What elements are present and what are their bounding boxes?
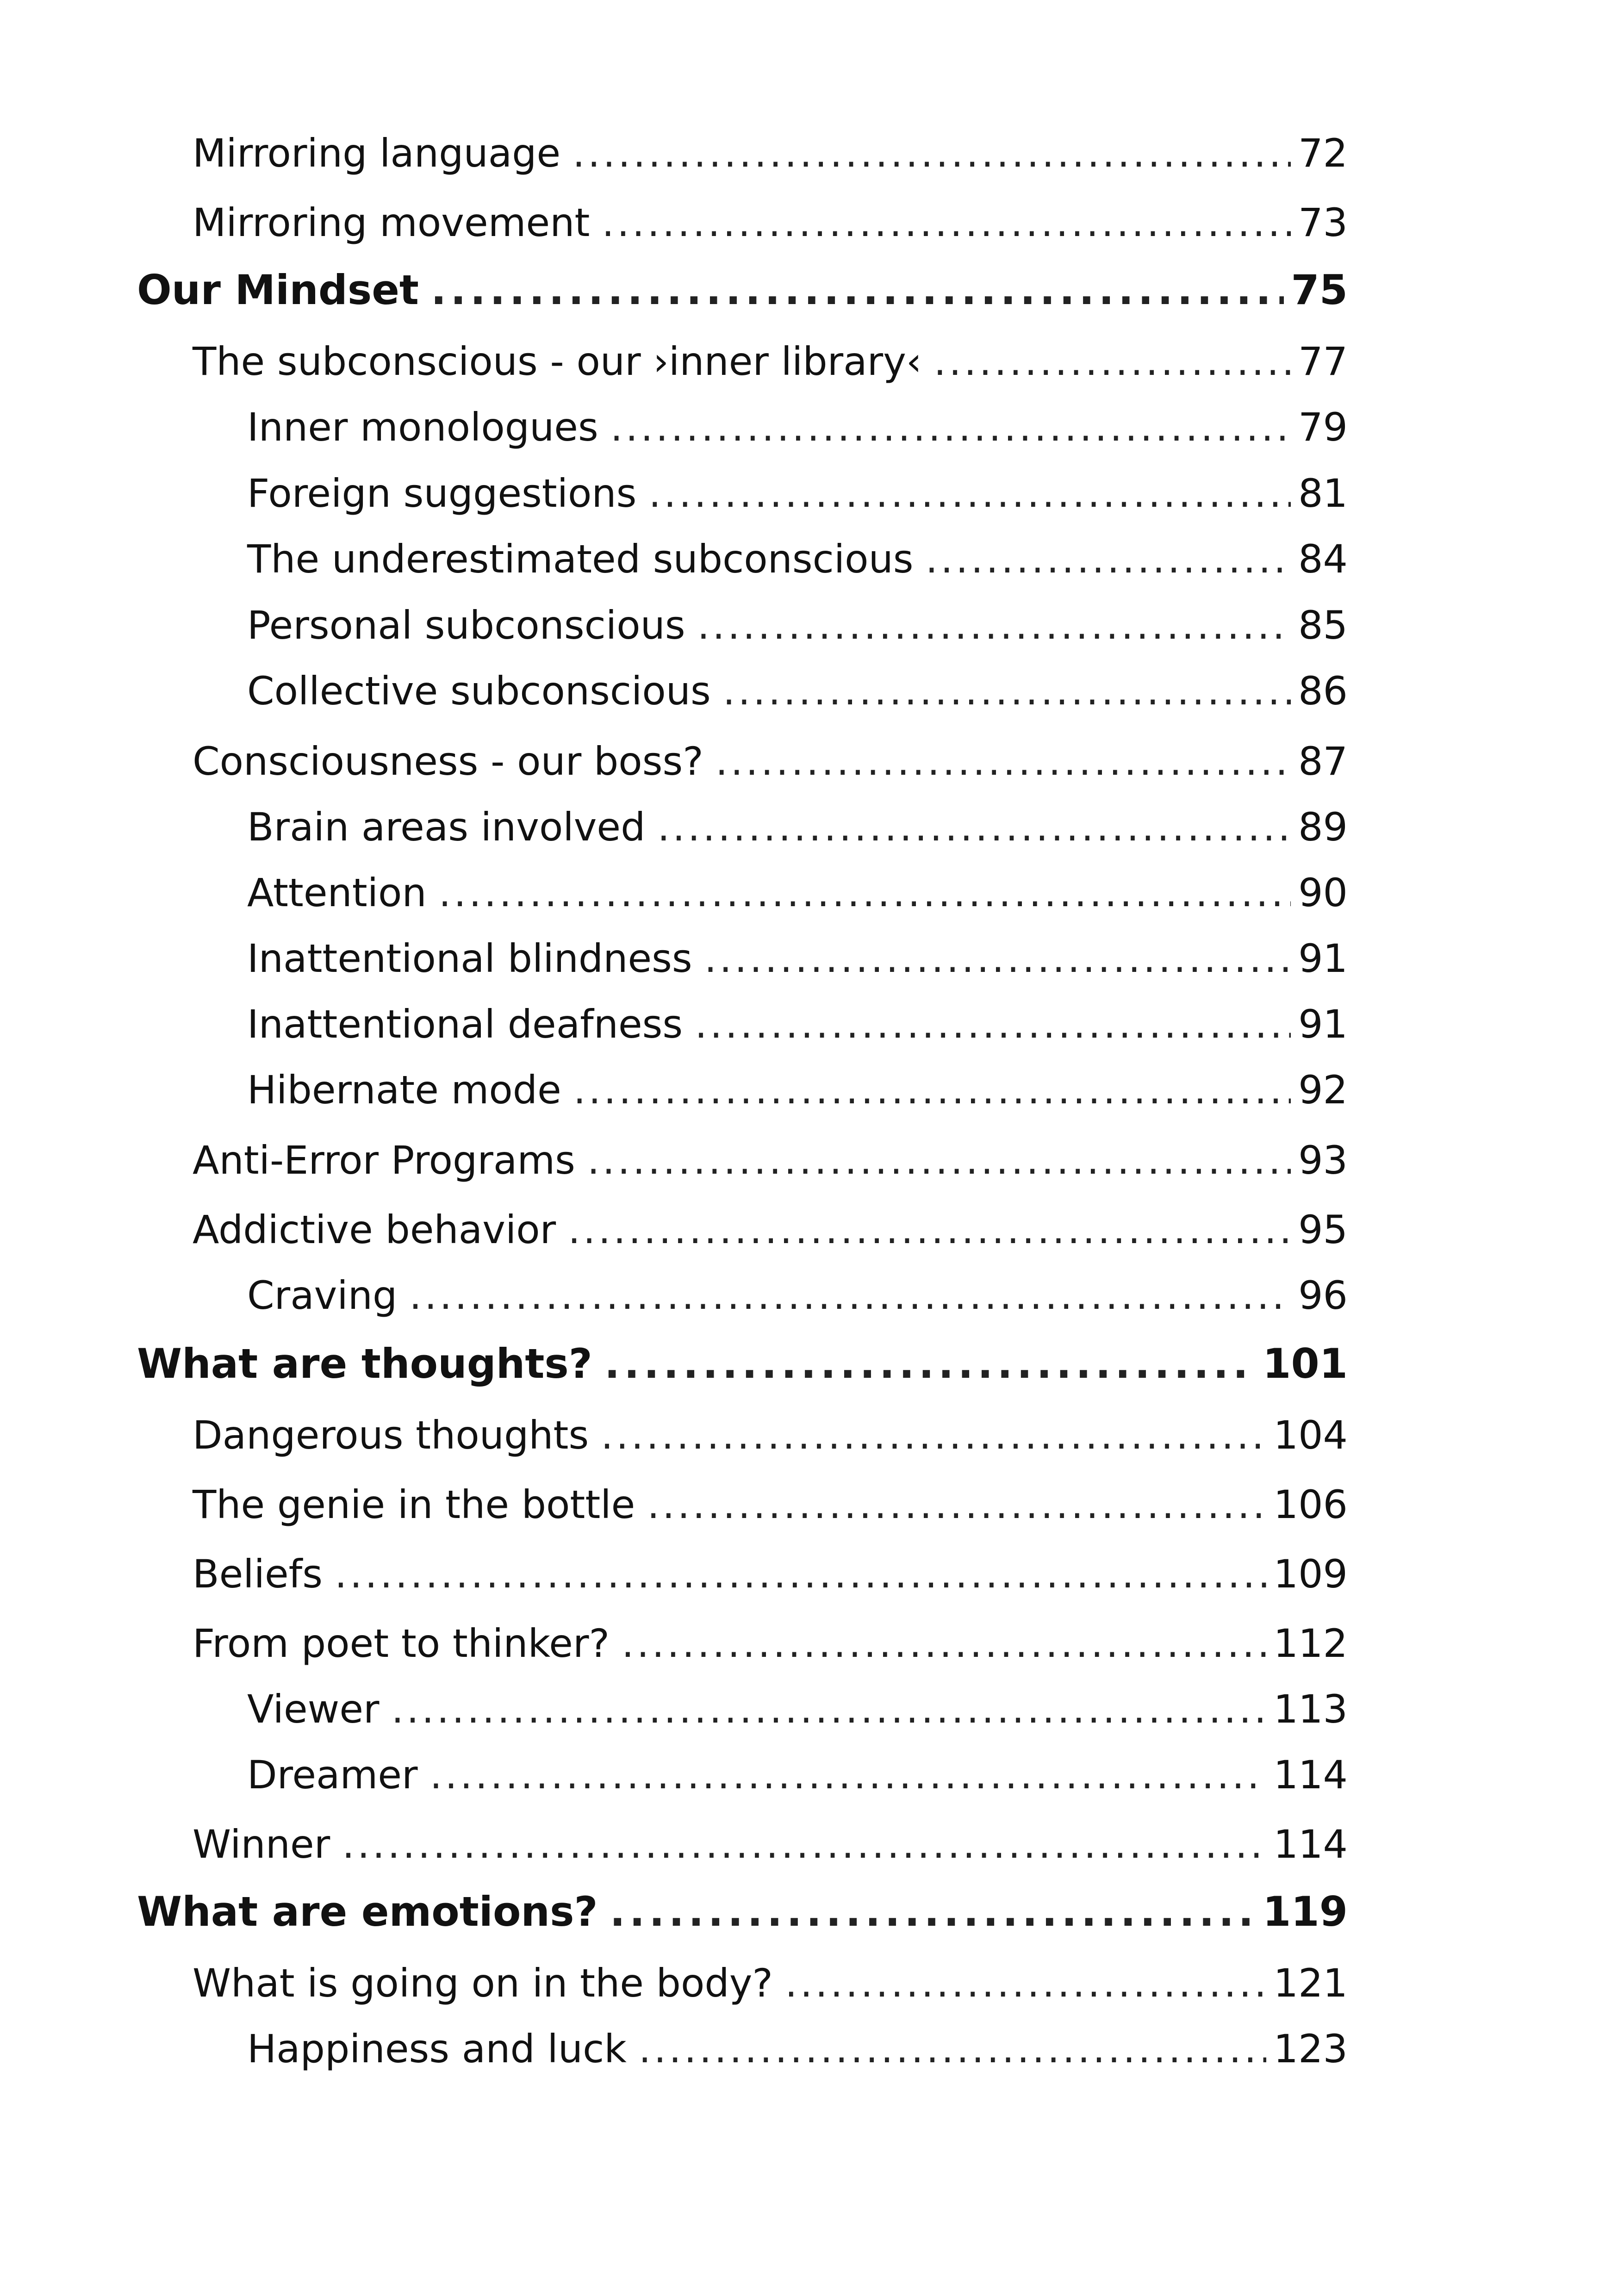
- toc-entry[interactable]: [247, 666, 1348, 716]
- toc-entry[interactable]: [247, 802, 1348, 852]
- dot-leader: [604, 1338, 1255, 1389]
- dot-leader: [409, 1270, 1291, 1321]
- toc-entry-title: Craving: [247, 1273, 398, 1318]
- toc-page-number: 84: [1298, 536, 1348, 582]
- toc-page-number: 91: [1298, 936, 1348, 981]
- dot-leader: [622, 1618, 1266, 1669]
- dot-leader: [648, 468, 1291, 519]
- toc-entry[interactable]: [193, 1958, 1348, 2009]
- dot-leader: [573, 1064, 1291, 1115]
- toc-entry-title: Beliefs: [193, 1551, 323, 1597]
- toc-page-number: 101: [1263, 1340, 1348, 1388]
- dot-leader: [439, 867, 1291, 918]
- toc-page-number: 85: [1298, 603, 1348, 648]
- dot-leader: [392, 1684, 1266, 1735]
- toc-entry[interactable]: [193, 1479, 1348, 1530]
- toc-entry[interactable]: [247, 468, 1348, 519]
- dot-leader: [934, 336, 1291, 387]
- toc-entry-title: Winner: [193, 1822, 330, 1867]
- dot-leader: [926, 534, 1291, 585]
- toc-entry[interactable]: [247, 534, 1348, 585]
- toc-page-number: 123: [1273, 2026, 1348, 2072]
- toc-page-number: 87: [1298, 739, 1348, 784]
- dot-leader: [610, 1886, 1256, 1937]
- toc-entry[interactable]: [247, 1064, 1348, 1115]
- dot-leader: [695, 999, 1291, 1050]
- toc-entry-title: Consciousness - our boss?: [193, 739, 703, 784]
- toc-entry-title: Attention: [247, 870, 427, 915]
- dot-leader: [430, 1749, 1266, 1800]
- toc-entry-title: From poet to thinker?: [193, 1621, 610, 1666]
- toc-entry-title: Anti-Error Programs: [193, 1138, 575, 1183]
- toc-entry-title: Dangerous thoughts: [193, 1412, 589, 1458]
- toc-entry[interactable]: [193, 1819, 1348, 1870]
- toc-entry-title: Foreign suggestions: [247, 471, 637, 516]
- toc-entry-title: What are emotions?: [137, 1888, 598, 1935]
- toc-entry-title: Inner monologues: [247, 404, 598, 450]
- toc-page-number: 119: [1263, 1888, 1348, 1935]
- toc-entry[interactable]: [193, 1549, 1348, 1599]
- toc-page-number: 95: [1298, 1207, 1348, 1252]
- dot-leader: [587, 1135, 1291, 1186]
- toc-entry-title: Happiness and luck: [247, 2026, 627, 2072]
- toc-page-number: 114: [1273, 1822, 1348, 1867]
- toc-entry[interactable]: [193, 128, 1348, 179]
- toc-page-number: 96: [1298, 1273, 1348, 1318]
- dot-leader: [785, 1958, 1266, 2009]
- toc-entry[interactable]: [247, 867, 1348, 918]
- toc-page-number: 86: [1298, 668, 1348, 714]
- dot-leader: [639, 2023, 1266, 2074]
- toc-page-number: 73: [1298, 200, 1348, 245]
- toc-page-number: 114: [1273, 1752, 1348, 1798]
- toc-page-number: 93: [1298, 1138, 1348, 1183]
- toc-page-number: 109: [1273, 1551, 1348, 1597]
- toc-entry-title: The subconscious - our ›inner library‹: [193, 339, 922, 384]
- toc-entry[interactable]: [247, 402, 1348, 453]
- toc-chapter-entry[interactable]: [137, 1338, 1348, 1389]
- dot-leader: [342, 1819, 1266, 1870]
- toc-entry[interactable]: [247, 1684, 1348, 1735]
- toc-entry[interactable]: [247, 933, 1348, 984]
- dot-leader: [568, 1204, 1291, 1255]
- toc-entry[interactable]: [247, 600, 1348, 651]
- toc-entry[interactable]: [247, 1270, 1348, 1321]
- toc-entry-title: Brain areas involved: [247, 804, 646, 850]
- toc-page-number: 90: [1298, 870, 1348, 915]
- dot-leader: [610, 402, 1291, 453]
- toc-page-number: 106: [1273, 1482, 1348, 1527]
- dot-leader: [602, 197, 1291, 248]
- toc-page-number: 113: [1273, 1686, 1348, 1732]
- dot-leader: [723, 666, 1291, 716]
- toc-entry-title: Dreamer: [247, 1752, 418, 1798]
- toc-chapter-entry[interactable]: [137, 1886, 1348, 1937]
- dot-leader: [431, 265, 1284, 316]
- toc-entry[interactable]: [193, 1410, 1348, 1461]
- toc-page-number: 79: [1298, 404, 1348, 450]
- toc-entry-title: Collective subconscious: [247, 668, 711, 714]
- toc-entry-title: Mirroring movement: [193, 200, 590, 245]
- toc-entry-title: Inattentional deafness: [247, 1002, 683, 1047]
- toc-page-number: 72: [1298, 131, 1348, 176]
- toc-entry[interactable]: [247, 999, 1348, 1050]
- toc-entry-title: What is going on in the body?: [193, 1960, 773, 2006]
- toc-page-number: 121: [1273, 1960, 1348, 2006]
- dot-leader: [704, 933, 1291, 984]
- toc-page-number: 112: [1273, 1621, 1348, 1666]
- toc-entry-title: The underestimated subconscious: [247, 536, 914, 582]
- dot-leader: [647, 1479, 1266, 1530]
- toc-entry[interactable]: [193, 197, 1348, 248]
- toc-entry[interactable]: [193, 1204, 1348, 1255]
- dot-leader: [697, 600, 1291, 651]
- toc-page-number: 104: [1273, 1412, 1348, 1458]
- toc-entry[interactable]: [247, 1749, 1348, 1800]
- toc-entry[interactable]: [193, 1135, 1348, 1186]
- toc-entry-title: Addictive behavior: [193, 1207, 556, 1252]
- toc-page-number: 81: [1298, 471, 1348, 516]
- dot-leader: [716, 736, 1291, 787]
- toc-page-number: 89: [1298, 804, 1348, 850]
- toc-chapter-entry[interactable]: [137, 265, 1348, 316]
- toc-entry-title: Inattentional blindness: [247, 936, 692, 981]
- toc-entry-title: The genie in the bottle: [193, 1482, 635, 1527]
- toc-entry[interactable]: [193, 736, 1348, 787]
- toc-page-number: 91: [1298, 1002, 1348, 1047]
- toc-entry-title: Hibernate mode: [247, 1067, 561, 1113]
- toc-entry-title: What are thoughts?: [137, 1340, 592, 1388]
- toc-entry-title: Our Mindset: [137, 266, 419, 314]
- toc-entry-title: Mirroring language: [193, 131, 561, 176]
- toc-page-number: 92: [1298, 1067, 1348, 1113]
- dot-leader: [657, 802, 1291, 852]
- toc-entry-title: Viewer: [247, 1686, 380, 1732]
- toc-entry[interactable]: [193, 1618, 1348, 1669]
- toc-page-number: 75: [1291, 266, 1348, 314]
- dot-leader: [601, 1410, 1266, 1461]
- toc-entry[interactable]: [247, 2023, 1348, 2074]
- toc-entry-title: Personal subconscious: [247, 603, 685, 648]
- dot-leader: [335, 1549, 1266, 1599]
- toc-entry[interactable]: [193, 336, 1348, 387]
- toc-page-number: 77: [1298, 339, 1348, 384]
- dot-leader: [573, 128, 1291, 179]
